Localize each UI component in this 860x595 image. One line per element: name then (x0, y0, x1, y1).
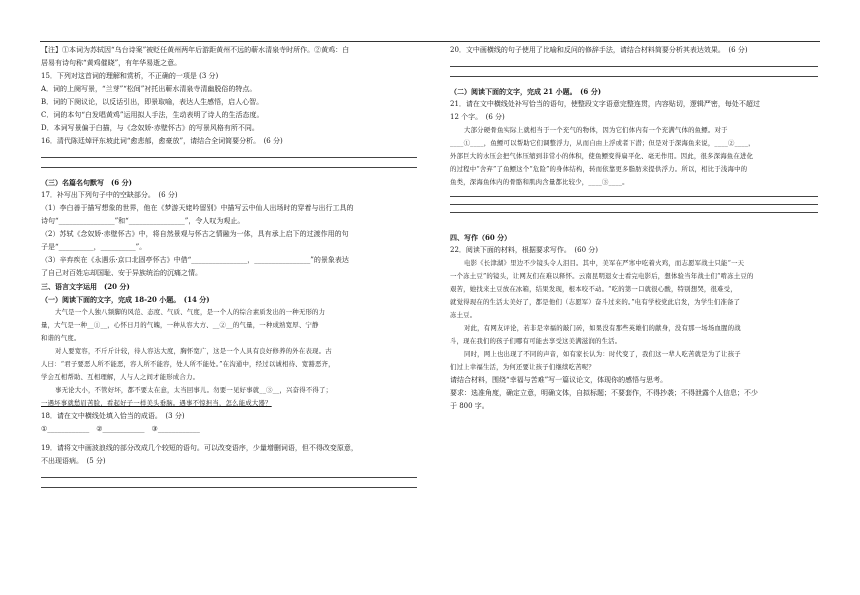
material-line: 艰苦，她找来土豆放在冰箱，结果发现，根本咬不动。“吃的第一口就很心酸，特别想哭，很难受， (450, 285, 737, 293)
passage-line: ____①____，鱼鳔可以帮助它们调整浮力，从而自由上浮或者下潜；但是对于深海鱼来说，____②____， (450, 139, 755, 147)
question-21: 21．请在文中横线处补写恰当的语句，使整段文字语意完整连贯，内容贴切，逻辑严密，每处不超过 (450, 100, 760, 108)
material-line: 们过上幸福生活，为何还要让孩子们继续吃苦呢？ (450, 363, 595, 371)
question-17-3: （3）辛弃疾在《永遇乐·京口北固亭怀古》中借“________________，________________”的景象表达 (41, 256, 349, 264)
passage-line: 大部分硬骨鱼实际上就相当于一个充气的物体，因为它们体内有一个充满气体的鱼鳔。对于 (464, 126, 728, 134)
section-language-heading: 三、语言文字运用 (20 分) (41, 282, 130, 291)
question-15: 15．下列对这首词的理解和赏析，不正确的一项是 (3 分) (41, 72, 219, 80)
passage-line: 对人要宽容，不斤斤计较，待人容达大度，胸怀宽广，这是一个人具有良好修养的外在表现。古 (55, 347, 332, 355)
question-19: 19．请将文中画波浪线的部分改成几个较短的语句。可以改变语序，少量增删词语，但不得改变原意， (41, 444, 358, 452)
material-line: 冻土豆。 (450, 311, 477, 319)
question-21-cont: 12 个字。 (6 分) (450, 113, 505, 121)
subsection-reading-1: （一）阅读下面的文字，完成 18-20 小题。 (14 分) (41, 295, 210, 304)
material-line: 一个冻土豆”的镜头，让网友们在难以释怀。云南昆明退女士看完电影后，想体验当年战士们“啃冻土豆的 (450, 272, 754, 280)
poem-note-line: 【注】①本词为苏轼因“乌台诗案”被贬任黄州两年后游距黄州不远的蕲水清泉寺时所作。②黄鸡：白 (41, 46, 350, 54)
answer-line (450, 196, 818, 197)
material-line: 电影《长津湖》里边不少镜头令人泪目。其中，美军在严寒中吃着火鸡，而志愿军战士只能“一天 (464, 259, 745, 267)
answer-line (450, 204, 818, 205)
question-17-2: （2）苏轼《念奴娇·赤壁怀古》中，将自然景观与怀古之情融为一体，具有承上启下的过渡作用的句 (41, 230, 349, 238)
material-line: 就觉得现在的生活太美好了，都是他们（志愿军）奋斗过来的。”电有学校党此启发，为学生们准备了 (450, 298, 741, 306)
passage-line: 的过程中“舍弃”了鱼鳔这个“危险”的身体结构，转而依靠更多脂肪来提供浮力。所以，相比于浅海中的 (450, 165, 748, 173)
answer-line (41, 477, 417, 478)
passage-line: 学会互相帮助、互相理解，人与人之间才能形成合力。 (41, 373, 200, 381)
question-17-1: （1）李白善于描写想象的世界，他在《梦游天姥吟留别》中描写云中仙人出场时的穿着与出行工具的 (41, 204, 354, 212)
material-line: 对此，有网友评论，若非是幸福的敲门砖，如果没有那些英雄们的献身，没有那一场场血腥的战 (464, 324, 741, 332)
passage-line: 量，大气是一种__①__，心怀日月的气魄，一种从容大方、__②__的气量，一种成熟宽厚、宁静 (41, 321, 319, 329)
writing-instruction: 请结合材料，围绕“幸福与苦难”写一篇议论文，体现你的感悟与思考。 (450, 376, 668, 384)
option-c: C．词的本句“白发唱黄鸡”运用拟人手法，生动表明了诗人的生活态度。 (41, 111, 264, 119)
option-d: D．本词写景偏于白描，与《念奴娇·赤壁怀古》的写景风格有所不同。 (41, 124, 259, 132)
material-line: 斗，现在我们的孩子们哪有可能去享受这美满滋润的生活。 (450, 337, 622, 345)
section-dictation-heading: （三）名篇名句默写 (6 分) (41, 178, 132, 187)
passage-line: 外部巨大的水压会把气体压缩到非常小的体积，使鱼鳔变得扁平化、毫无作用。因此，很多深海鱼在进化 (450, 152, 754, 160)
left-column (41, 44, 417, 490)
material-line: 同时，网上也出现了不同的声音，如有家长认为：时代变了，我们这一辈人吃苦就是为了让孩子 (464, 350, 741, 358)
writing-requirements-cont: 于 800 字。 (450, 402, 489, 410)
question-17-3-cont: 了自己对百姓忘却国耻、安于异族统治的沉痛之情。 (41, 269, 202, 277)
right-column (450, 44, 818, 413)
answer-line (41, 167, 417, 168)
subsection-reading-2: （二）阅读下面的文字，完成 21 小题。 (6 分) (450, 87, 602, 96)
question-17: 17．补写出下列句子中的空缺部分。 (6 分) (41, 191, 178, 199)
option-a: A．词的上阕写景，“兰芽”“松间”衬托出蕲水清泉寺清幽脱俗的特点。 (41, 85, 257, 93)
question-18-blanks: ①____________ ②____________ ③____________ (41, 425, 200, 433)
question-19-cont: 不出现语病。 (5 分) (41, 457, 106, 465)
answer-line (41, 487, 417, 488)
poem-note-line: 居易有诗句称“黄鸡催晓”，有年华易逝之意。 (41, 59, 182, 67)
passage-line: 和谐的气度。 (41, 334, 81, 342)
passage-line: 人曰：“君子要恶人所不能恶，容人所不能容，处人所不能处。”在沟通中，经过以诚相待、宽豁恶齐， (41, 360, 335, 368)
answer-line (450, 212, 818, 213)
question-16: 16．清代陈廷焯评东坡此词“愈悲郁，愈豪放”，请结合全词简要分析。 (6 分) (41, 137, 283, 145)
passage-line-wavy: 一遇坏事就愁眉苦脸，看起好子一样美头垂脑。遇事不惊担当，怎么能成大器？ (41, 399, 272, 407)
passage-line: 鱼类，深海鱼体内的骨骼和肌肉含量都比较少，____③____。 (450, 178, 629, 186)
passage-line: 大气是一个人独八频脚的风范、态度、气质、气度，是一个人的综合素质发出的一种无形的力 (55, 308, 326, 316)
answer-line (450, 76, 818, 77)
question-17-1-blanks: 诗句“________________”和“________________”，令人叹为观止。 (41, 217, 245, 225)
question-22: 22．阅读下面的材料，根据要求写作。 (60 分) (450, 246, 599, 254)
option-b: B．词的下阕议论，以反话引出，即景取喻，表达人生感悟，启人心智。 (41, 98, 264, 106)
top-rule (40, 41, 820, 42)
answer-line (450, 66, 818, 67)
writing-requirements: 要求：选准角度，确定立意，明确文体，自拟标题；不要套作，不得抄袭；不得泄露个人信息；不少 (450, 389, 758, 397)
question-18: 18．请在文中横线处填入恰当的成语。 (3 分) (41, 412, 185, 420)
section-writing-heading: 四、写作（60 分） (450, 233, 512, 242)
question-17-2-blanks: 子是“__________，__________”。 (41, 243, 147, 251)
question-20: 20．文中画横线的句子使用了比喻和反问的修辞手法，请结合材料简要分析其表达效果。 (6 分) (450, 46, 748, 54)
passage-line: 事无论大小，不管好坏，都不要太在意，太当回事儿。勿要一见好事就__③__，兴奋得不得了； (55, 386, 333, 394)
answer-line (41, 157, 417, 158)
